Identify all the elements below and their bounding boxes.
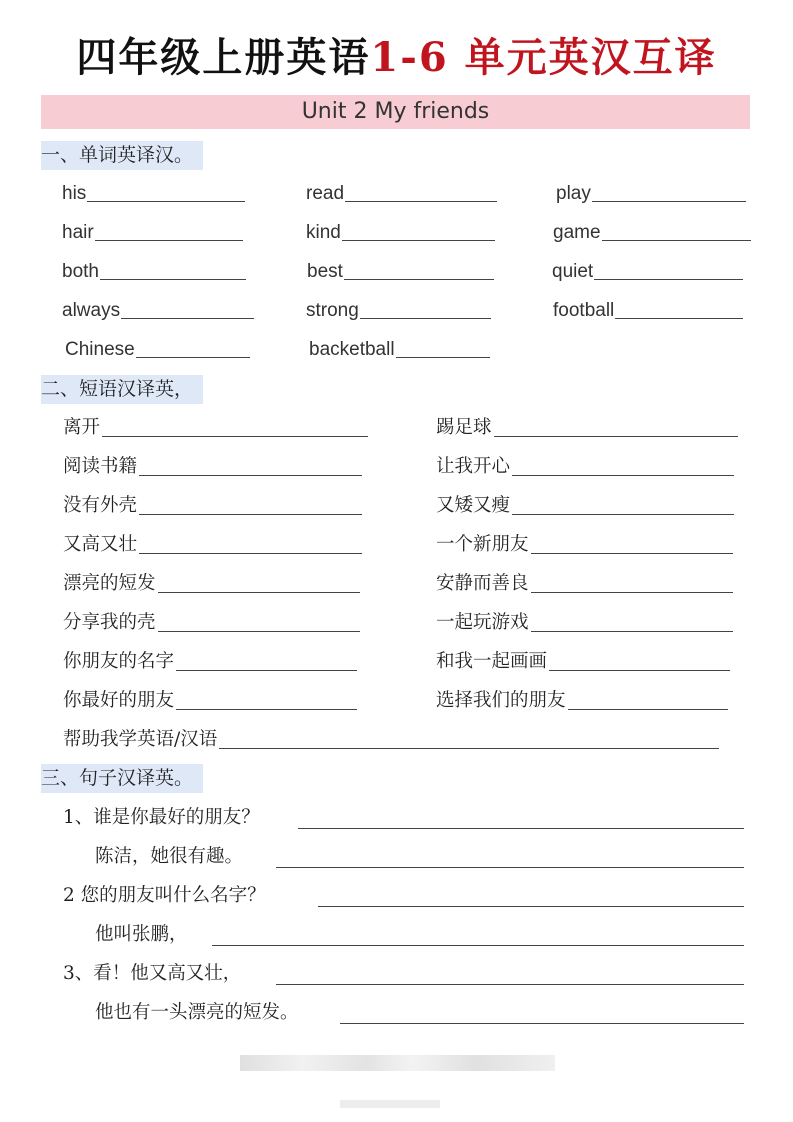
- answer-line[interactable]: [340, 1023, 744, 1024]
- sentence-prompt: 2 您的朋友叫什么名字？: [63, 885, 266, 906]
- phrase-label: 选择我们的朋友: [436, 690, 566, 711]
- phrase-item: [436, 453, 734, 481]
- word-label: both: [62, 261, 99, 282]
- phrase-label: 又高又壮: [63, 534, 138, 555]
- answer-line[interactable]: [176, 709, 357, 710]
- page-title: [0, 30, 793, 86]
- answer-line[interactable]: [100, 279, 246, 280]
- sentence-prompt: 3、看！他又高又壮，: [63, 963, 242, 984]
- phrase-item: [63, 648, 357, 676]
- answer-line[interactable]: [95, 240, 243, 241]
- word-item: [62, 220, 243, 246]
- word-item: [307, 259, 494, 285]
- phrase-item: [63, 726, 719, 754]
- sentence-prompt: 他也有一头漂亮的短发。: [95, 1002, 299, 1023]
- answer-line[interactable]: [276, 867, 744, 868]
- answer-line[interactable]: [549, 670, 730, 671]
- answer-line[interactable]: [594, 279, 743, 280]
- phrase-item: [63, 453, 362, 481]
- word-item: [309, 337, 490, 363]
- answer-line[interactable]: [87, 201, 245, 202]
- answer-line[interactable]: [219, 748, 719, 749]
- answer-line[interactable]: [276, 984, 744, 985]
- phrase-label: 离开: [63, 417, 101, 438]
- answer-line[interactable]: [531, 553, 733, 554]
- phrase-item: [63, 492, 362, 520]
- title-main: 四年级上册英语: [76, 34, 371, 81]
- phrase-label: 和我一起画画: [436, 651, 548, 672]
- answer-line[interactable]: [298, 828, 744, 829]
- sentence-prompt: 他叫张鹏，: [95, 924, 188, 945]
- section-heading-sentences: 三、句子汉译英。: [41, 764, 203, 793]
- answer-line[interactable]: [344, 279, 494, 280]
- word-item: [65, 337, 250, 363]
- word-label: best: [307, 261, 343, 282]
- phrase-item: [436, 687, 728, 715]
- word-item: [62, 181, 245, 207]
- phrase-label: 帮助我学英语/汉语: [63, 729, 218, 750]
- phrase-label: 让我开心: [436, 456, 511, 477]
- answer-line[interactable]: [158, 592, 360, 593]
- word-label: hair: [62, 222, 94, 243]
- phrase-label: 又矮又瘦: [436, 495, 511, 516]
- phrase-item: [436, 609, 733, 637]
- phrase-label: 一个新朋友: [436, 534, 529, 555]
- word-label: kind: [306, 222, 341, 243]
- answer-line[interactable]: [176, 670, 357, 671]
- word-item: [306, 220, 495, 246]
- answer-line[interactable]: [615, 318, 743, 319]
- answer-line[interactable]: [139, 475, 362, 476]
- answer-line[interactable]: [121, 318, 254, 319]
- word-item: [62, 259, 246, 285]
- word-item: [306, 298, 491, 324]
- section-heading-words: 一、单词英译汉。: [41, 141, 203, 170]
- answer-line[interactable]: [531, 631, 733, 632]
- word-label: read: [306, 183, 345, 204]
- blurred-footer: [340, 1100, 440, 1108]
- sentence-prompt: 1、谁是你最好的朋友？: [63, 807, 260, 828]
- word-label: quiet: [552, 261, 594, 282]
- blurred-watermark: [240, 1055, 555, 1071]
- answer-line[interactable]: [158, 631, 360, 632]
- phrase-label: 踢足球: [436, 417, 492, 438]
- sentence-prompt: 陈洁，她很有趣。: [95, 846, 244, 867]
- word-item: [556, 181, 746, 207]
- answer-line[interactable]: [345, 201, 497, 202]
- answer-line[interactable]: [360, 318, 491, 319]
- word-label: play: [556, 183, 591, 204]
- word-label: always: [62, 300, 121, 321]
- answer-line[interactable]: [342, 240, 495, 241]
- phrase-label: 漂亮的短发: [63, 573, 156, 594]
- word-label: game: [553, 222, 601, 243]
- word-label: strong: [306, 300, 359, 321]
- word-item: [553, 220, 751, 246]
- answer-line[interactable]: [136, 357, 250, 358]
- phrase-item: [63, 570, 360, 598]
- word-label: backetball: [309, 339, 395, 360]
- phrase-label: 一起玩游戏: [436, 612, 529, 633]
- answer-line[interactable]: [512, 475, 734, 476]
- phrase-item: [436, 648, 730, 676]
- answer-line[interactable]: [212, 945, 744, 946]
- answer-line[interactable]: [396, 357, 490, 358]
- phrase-item: [436, 492, 734, 520]
- phrase-label: 安静而善良: [436, 573, 529, 594]
- phrase-item: [436, 531, 733, 559]
- word-item: [553, 298, 743, 324]
- phrase-label: 你朋友的名字: [63, 651, 175, 672]
- title-highlight: 1-6 单元英汉互译: [370, 34, 717, 81]
- word-label: his: [62, 183, 87, 204]
- phrase-label: 分享我的壳: [63, 612, 156, 633]
- phrase-item: [63, 609, 360, 637]
- phrase-item: [63, 687, 357, 715]
- phrase-label: 阅读书籍: [63, 456, 138, 477]
- phrase-item: [63, 414, 368, 442]
- phrase-label: 你最好的朋友: [63, 690, 175, 711]
- answer-line[interactable]: [102, 436, 368, 437]
- answer-line[interactable]: [568, 709, 728, 710]
- word-item: [62, 298, 254, 324]
- phrase-item: [436, 414, 738, 442]
- word-item: [552, 259, 743, 285]
- phrase-label: 没有外壳: [63, 495, 138, 516]
- answer-line[interactable]: [531, 592, 733, 593]
- answer-line[interactable]: [139, 553, 362, 554]
- section-heading-phrases: 二、短语汉译英，: [41, 375, 203, 404]
- phrase-item: [436, 570, 733, 598]
- answer-line[interactable]: [139, 514, 362, 515]
- answer-line[interactable]: [602, 240, 751, 241]
- phrase-item: [63, 531, 362, 559]
- answer-line[interactable]: [494, 436, 738, 437]
- answer-line[interactable]: [512, 514, 734, 515]
- word-label: Chinese: [65, 339, 135, 360]
- unit-banner: Unit 2 My friends: [41, 95, 750, 129]
- answer-line[interactable]: [592, 201, 746, 202]
- word-item: [306, 181, 497, 207]
- answer-line[interactable]: [318, 906, 744, 907]
- word-label: football: [553, 300, 615, 321]
